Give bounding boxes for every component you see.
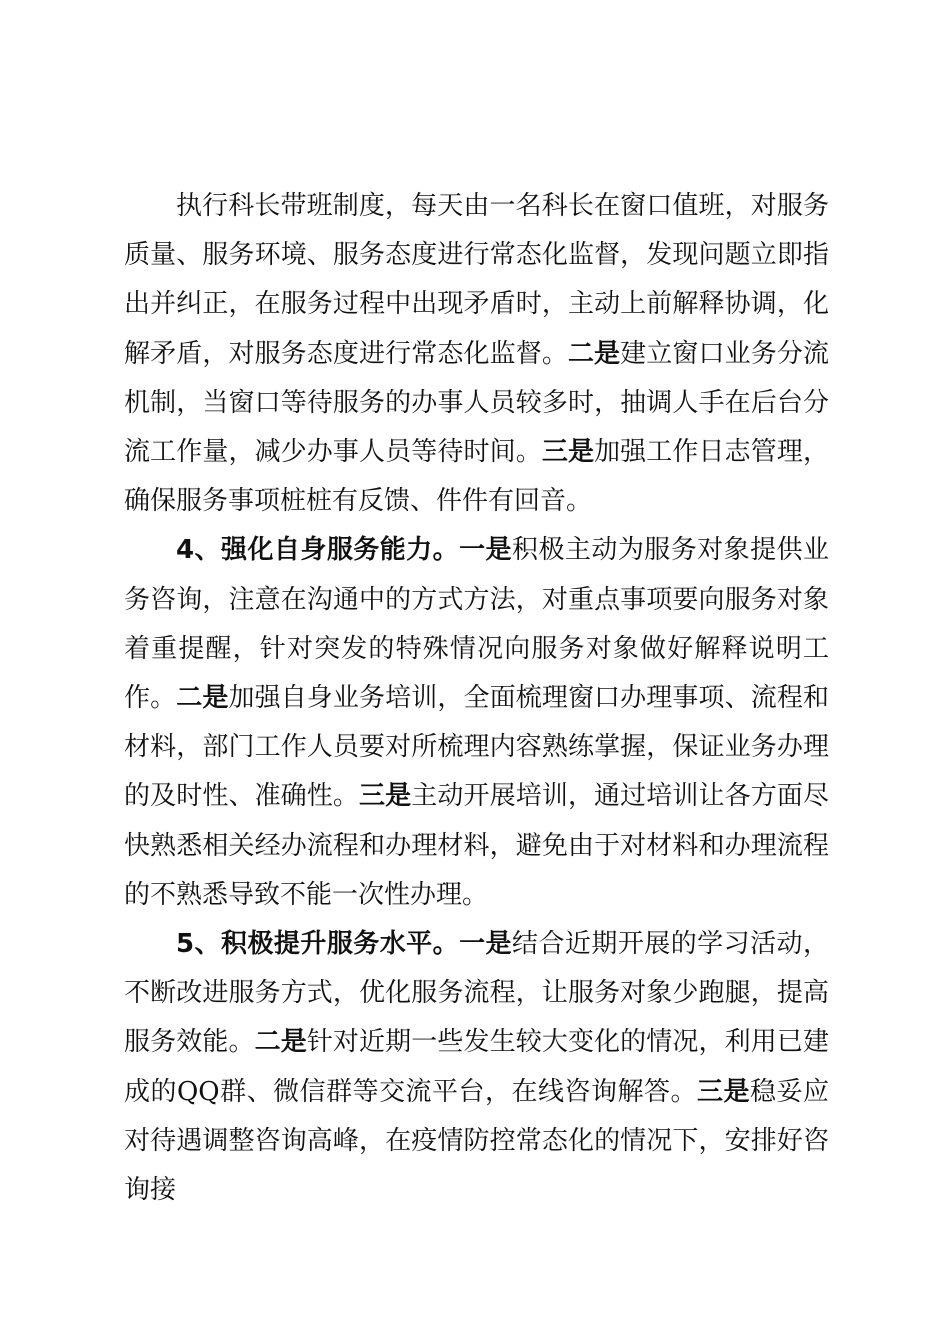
text-run: 加强工作日志管理，确保服务事项桩桩有反馈、件件有回音。 (124, 437, 829, 517)
section-heading: 5、积极提升服务水平。一是 (176, 929, 512, 960)
text-run: 结合近期开展的学习活动，不断改进服务方式，优化服务流程，让服务对象少跑腿，提高服务效能。 (124, 929, 829, 1058)
text-run: 执行科长带班制度，每天由一名科长在窗口值班，对服务质量、服务环境、服务态度进行常态化监督，发现问题立即指出并纠正，在服务过程中出现矛盾时，主动上前解释协调，化解矛盾，对服务态度进行常态化监督。 (124, 191, 829, 369)
section-heading: 4、强化自身服务能力。一是 (176, 535, 512, 566)
document-body (124, 182, 829, 1215)
text-run: 加强自身业务培训，全面梳理窗口办理事项、流程和材料，部门工作人员要对所梳理内容熟练掌握，保证业务办理的及时性、准确性。 (124, 683, 829, 812)
text-run: 积极主动为服务对象提供业务咨询，注意在沟通中的方式方法，对重点事项要向服务对象着重提醒，针对突发的特殊情况向服务对象做好解释说明工作。 (124, 535, 829, 714)
text-run: 主动开展培训，通过培训让各方面尽快熟悉相关经办流程和办理材料，避免由于对材料和办理流程的不熟悉导致不能一次性办理。 (124, 781, 829, 910)
bold-run: 二是 (567, 338, 621, 369)
bold-run: 三是 (697, 1076, 750, 1107)
text-run: 稳妥应对待遇调整咨询高峰，在疫情防控常态化的情况下，安排好咨询接 (124, 1076, 829, 1206)
text-run: 建立窗口业务分流机制，当窗口等待服务的办事人员较多时，抽调人手在后台分流工作量，减少办事人员等待时间。 (124, 338, 829, 468)
paragraph-item-4 (124, 526, 829, 920)
paragraph-item-5 (124, 920, 829, 1215)
bold-run: 二是 (176, 683, 229, 714)
text-run: 针对近期一些发生较大变化的情况，利用已建成的QQ群、微信群等交流平台，在线咨询解答。 (124, 1027, 829, 1107)
bold-run: 三是 (541, 437, 595, 468)
bold-run: 三是 (359, 781, 412, 812)
paragraph-duty-system (124, 182, 829, 526)
bold-run: 二是 (254, 1027, 307, 1058)
